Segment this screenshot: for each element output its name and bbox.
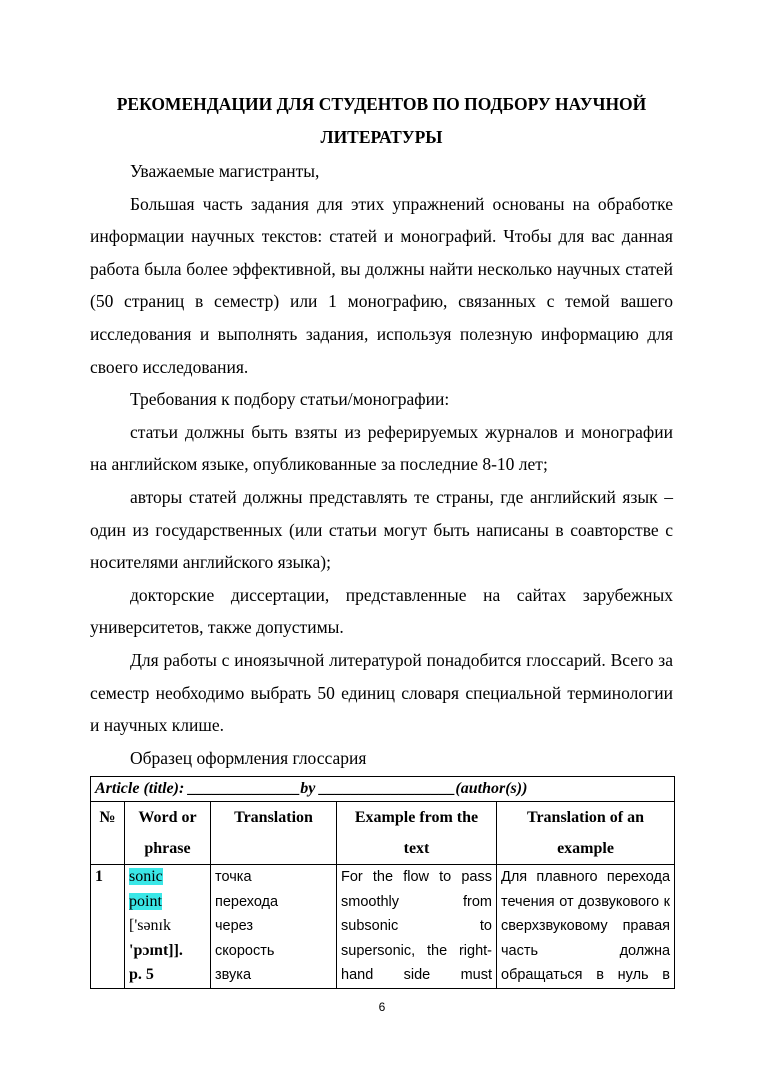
- article-row: [91, 777, 675, 802]
- transcription-line-1: ['sənɪk: [129, 917, 171, 935]
- transcription-line-2: 'pɔɪnt]].: [129, 941, 183, 959]
- page-content: [90, 0, 673, 989]
- requirement-dissertations: докторские диссертации, представленные на сайтах зарубежных университетов, также допустимы.: [90, 584, 673, 638]
- row-example: For the flow to pass smoothly from subsonic to supersonic, the right-hand side must: [337, 865, 497, 989]
- title-line-2: ЛИТЕРАТУРЫ: [320, 127, 443, 147]
- word-highlight-2: point: [129, 892, 162, 910]
- intro-paragraph: Большая часть задания для этих упражнений основаны на обработке информации научных текстов: статей и монографий. Чтобы для вас данная работа была более эффективной, вы должны найти несколько научных статей (50 страниц в семестр) или 1 монографию, связанных с темой вашего исследования и выполнять задания, используя полезную информацию для своего исследования.: [90, 193, 673, 377]
- header-num: №: [91, 802, 125, 865]
- row-example-translation: Для плавного перехода течения от дозвукового к сверхзвуковому правая часть должна обращаться в нуль в: [497, 865, 675, 989]
- word-page: p. 5: [129, 966, 154, 984]
- page-title: [90, 88, 673, 154]
- glossary-table: [90, 776, 675, 989]
- header-translation: Translation: [211, 802, 337, 865]
- header-example-translation: Translation of an example: [497, 802, 675, 865]
- article-line: Article (title): ______________by _________________(author(s)): [91, 777, 675, 802]
- row-word: [125, 865, 211, 989]
- header-example: Example from the text: [337, 802, 497, 865]
- row-translation: [211, 865, 337, 989]
- title-line-1: РЕКОМЕНДАЦИИ ДЛЯ СТУДЕНТОВ ПО ПОДБОРУ НАУЧНОЙ: [116, 94, 647, 114]
- header-row: [91, 802, 675, 865]
- table-caption: Образец оформления глоссария: [130, 747, 367, 768]
- word-highlight-1: sonic: [129, 868, 163, 886]
- page-number: 6: [378, 1000, 386, 1014]
- header-word: Word or phrase: [125, 802, 211, 865]
- requirement-journals: статьи должны быть взяты из реферируемых журналов и монографии на английском языке, опубликованные за последние 8-10 лет;: [90, 421, 673, 475]
- requirements-heading: Требования к подбору статьи/монографии:: [130, 389, 450, 410]
- glossary-paragraph: Для работы с иноязычной литературой понадобится глоссарий. Всего за семестр необходимо выбрать 50 единиц словаря специальной терминологии и научных клише.: [90, 649, 673, 736]
- requirement-authors: авторы статей должны представлять те страны, где английский язык – один из государственных (или статьи могут быть написаны в соавторстве с носителями английского языка);: [90, 486, 673, 573]
- table-row: [91, 865, 675, 989]
- row-number: 1: [91, 865, 125, 989]
- row-translation-text: точка перехода через скорость звука: [215, 869, 279, 984]
- greeting-paragraph: Уважаемые магистранты,: [130, 161, 320, 181]
